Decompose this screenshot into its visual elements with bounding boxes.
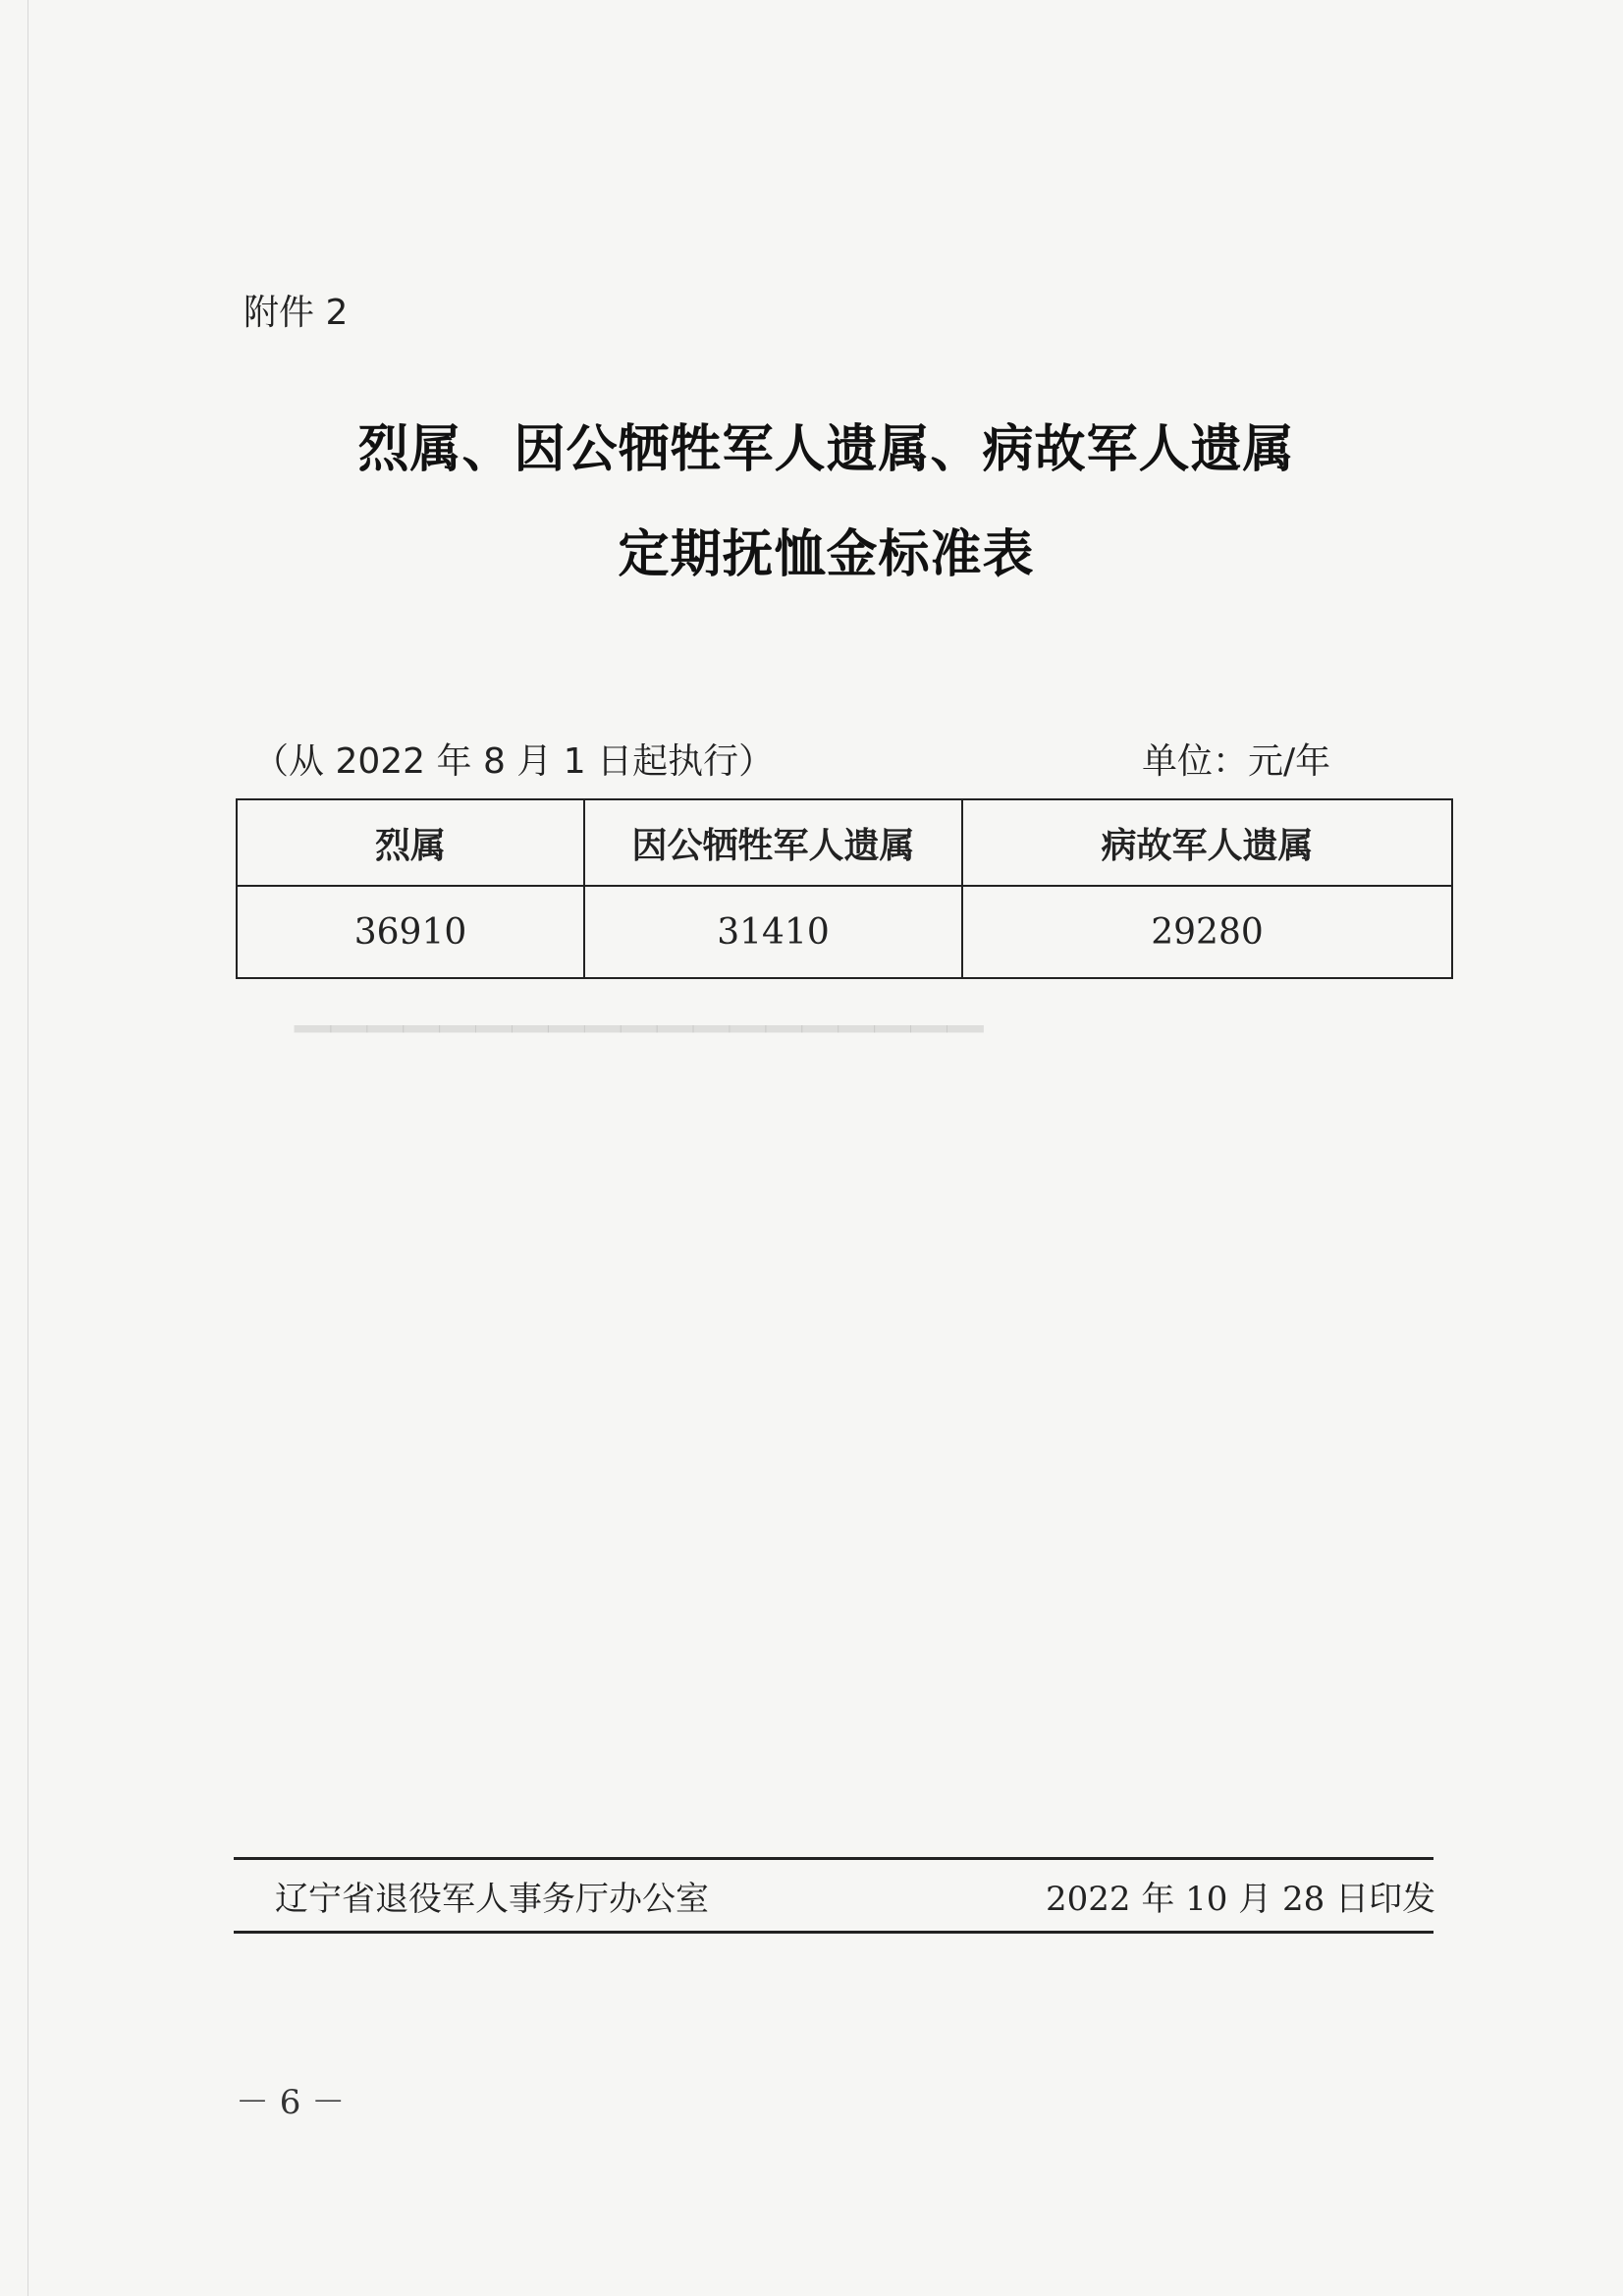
- table-cell-duty-death-family-amount: 31410: [584, 886, 962, 978]
- page-edge-line: [27, 0, 28, 2296]
- issue-date: 2022 年 10 月 28 日印发: [1046, 1880, 1436, 1919]
- unit-note: 单位：元/年: [1142, 741, 1331, 782]
- table-row: [237, 886, 1452, 978]
- footer-top-rule: [234, 1857, 1434, 1860]
- execution-date-note: （从 2022 年 8 月 1 日起执行）: [253, 741, 775, 782]
- column-header-illness-death-family: 病故军人遗属: [962, 799, 1452, 886]
- page-number: － 6 －: [236, 2083, 346, 2122]
- pension-standards-table: [236, 798, 1453, 979]
- table-cell-illness-death-family-amount: 29280: [962, 886, 1452, 978]
- footer-bottom-rule: [234, 1931, 1434, 1934]
- attachment-label: 附件 2: [243, 293, 349, 333]
- issuer-name: 辽宁省退役军人事务厅办公室: [275, 1880, 709, 1919]
- document-title-line-1: 烈属、因公牺牲军人遗属、病故军人遗属: [357, 419, 1295, 479]
- show-through-ghost: ▔▔▔▔▔▔▔▔▔▔▔▔▔▔▔▔▔▔▔: [295, 1026, 984, 1081]
- document-title-line-2: 定期抚恤金标准表: [618, 524, 1035, 584]
- column-header-martyr-family: 烈属: [237, 799, 584, 886]
- table-cell-martyr-family-amount: 36910: [237, 886, 584, 978]
- table-header-row: [237, 799, 1452, 886]
- column-header-duty-death-family: 因公牺牲军人遗属: [584, 799, 962, 886]
